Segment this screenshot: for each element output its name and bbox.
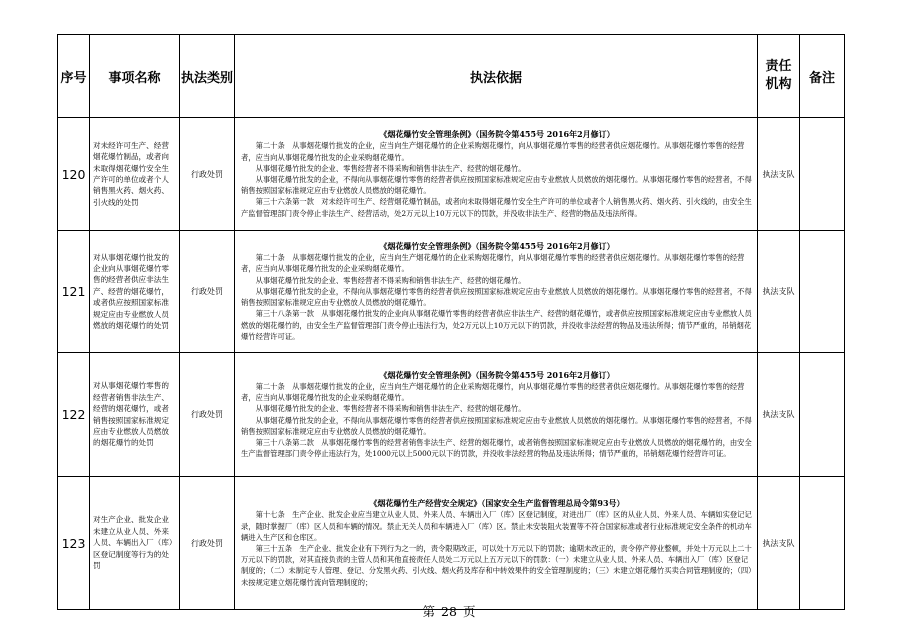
item-name: 对生产企业、批发企业未建立从业人员、外来人员、车辆出入厂（库）区登记制度等行为的处罚 (90, 477, 180, 610)
responsible-unit: 执法支队 (758, 231, 800, 353)
legal-basis (235, 477, 758, 610)
footer-prefix: 第 (422, 604, 436, 619)
row-number: 121 (58, 231, 90, 353)
legal-article-text: 从事烟花爆竹批发的企业，不得向从事烟花爆竹零售的经营者供应按照国家标准规定应由专业燃放人员燃放的烟花爆竹。从事烟花爆竹零售的经营者，不得销售按照国家标准规定应由专业燃放人员燃放的烟花爆竹。 (241, 175, 752, 196)
header-category: 执法类别 (180, 35, 235, 118)
legal-article-text: 从事烟花爆竹批发的企业、零售经营者不得采购和销售非法生产、经营的烟花爆竹。 (255, 163, 526, 173)
enforcement-category: 行政处罚 (180, 118, 235, 231)
item-name: 对从事烟花爆竹零售的经营者销售非法生产、经营的烟花爆竹，或者销售按照国家标准规定应由专业燃放人员燃放的烟花爆竹的处罚 (90, 353, 180, 477)
remark (800, 118, 845, 231)
responsible-unit: 执法支队 (758, 118, 800, 231)
legal-article-text: 第十七条 生产企业、批发企业应当建立从业人员、外来人员、车辆出入厂（库）区登记制度，对进出厂（库）区的从业人员、外来人员、车辆如实登记记录，随时掌握厂（库）区人员和车辆的情况。禁止无关人员和车辆进入厂（库）区。禁止未安装阻火装置等不符合国家标准或者行业标准规定安全条件的机动车辆进入生产区和仓库区。 (241, 510, 752, 542)
legal-article-text: 第三十八条第一款 从事烟花爆竹批发的企业向从事烟花爆竹零售的经营者供应非法生产、经营的烟花爆竹，或者供应按照国家标准规定应由专业燃放人员燃放的烟花爆竹的，由安全生产监督管理部门责令停止违法行为，处2万元以上10万元以下的罚款，并没收非法经营的物品及违法所得；情节严重的，吊销烟花爆竹经营许可证。 (241, 309, 752, 341)
legal-article-text: 从事烟花爆竹批发的企业，不得向从事烟花爆竹零售的经营者供应按照国家标准规定应由专业燃放人员燃放的烟花爆竹。从事烟花爆竹零售的经营者，不得销售按照国家标准规定应由专业燃放人员燃放的烟花爆竹。 (241, 415, 752, 436)
row-number: 120 (58, 118, 90, 231)
table-row (58, 353, 845, 477)
law-title: 《烟花爆竹安全管理条例》（国务院令第455号 2016年2月修订） (379, 129, 615, 140)
table-row (58, 231, 845, 353)
item-name: 对从事烟花爆竹批发的企业向从事烟花爆竹零售的经营者供应非法生产、经营的烟花爆竹，或者供应按照国家标准规定应由专业燃放人员燃放的烟花爆竹的处罚 (90, 231, 180, 353)
legal-article-text: 从事烟花爆竹批发的企业、零售经营者不得采购和销售非法生产、经营的烟花爆竹。 (255, 275, 526, 285)
legal-basis (235, 353, 758, 477)
page-footer (0, 602, 898, 620)
item-name: 对未经许可生产、经营烟花爆竹制品，或者向未取得烟花爆竹安全生产许可的单位或者个人销售黑火药、烟火药、引火线的处罚 (90, 118, 180, 231)
legal-article-text: 第三十五条 生产企业、批发企业有下列行为之一的，责令限期改正，可以处十万元以下的罚款；逾期未改正的，责令停产停业整顿，并处十万元以上二十万元以下的罚款，对其直接负责的主管人员和其他直接责任人员处二万元以上五万元以下的罚款：（一）未建立从业人员、外来人员、车辆出入厂（库）区登记制度的；（二）未制定专人管理、登记、分发黑火药、引火线、烟火药及库存和中转效果件的安全管理制度的；（三）未建立烟花爆竹买卖合同管理制度的；（四）未按规定建立烟花爆竹流向管理制度的； (241, 544, 752, 587)
legal-article-text: 第三十六条第一款 对未经许可生产、经营烟花爆竹制品，或者向未取得烟花爆竹安全生产许可的单位或者个人销售黑火药、烟火药、引火线的，由安全生产监督管理部门责令停止非法生产、经营活动，处2万元以上10万元以下的罚款，并没收非法生产、经营的物品及违法所得。 (241, 197, 752, 218)
table-header-row (58, 35, 845, 118)
legal-basis (235, 231, 758, 353)
page-number: 28 (441, 604, 457, 619)
table-row (58, 118, 845, 231)
enforcement-category: 行政处罚 (180, 477, 235, 610)
law-title: 《烟花爆竹安全管理条例》（国务院令第455号 2016年2月修订） (379, 241, 615, 252)
remark (800, 231, 845, 353)
legal-basis (235, 118, 758, 231)
table-body (58, 118, 845, 610)
enforcement-category: 行政处罚 (180, 353, 235, 477)
responsible-unit: 执法支队 (758, 477, 800, 610)
legal-article-text: 第三十八条第二款 从事烟花爆竹零售的经营者销售非法生产、经营的烟花爆竹，或者销售按照国家标准规定应由专业燃放人员燃放的烟花爆竹的，由安全生产监督管理部门责令停止违法行为，处1000元以上5000元以下的罚款，并没收非法经营的物品及违法所得；情节严重的，吊销烟花爆竹经营许可证。 (241, 437, 752, 459)
header-basis: 执法依据 (235, 35, 758, 118)
law-title: 《烟花爆竹安全管理条例》（国务院令第455号 2016年2月修订） (379, 369, 615, 380)
legal-article-text: 第二十条 从事烟花爆竹批发的企业，应当向生产烟花爆竹的企业采购烟花爆竹，向从事烟花爆竹零售的经营者供应烟花爆竹。从事烟花爆竹零售的经营者，应当向从事烟花爆竹批发的企业采购烟花爆竹。 (241, 141, 745, 162)
header-unit-line1: 责任 (765, 59, 792, 74)
enforcement-table (57, 34, 845, 610)
header-unit-line2: 机构 (765, 77, 792, 92)
footer-suffix: 页 (462, 604, 476, 619)
legal-article-text: 第二十条 从事烟花爆竹批发的企业，应当向生产烟花爆竹的企业采购烟花爆竹，向从事烟花爆竹零售的经营者供应烟花爆竹。从事烟花爆竹零售的经营者，应当向从事烟花爆竹批发的企业采购烟花爆竹。 (241, 253, 745, 274)
law-title: 《烟花爆竹生产经营安全规定》（国家安全生产监督管理总局令第93号） (369, 498, 625, 509)
table-row (58, 477, 845, 610)
enforcement-category: 行政处罚 (180, 231, 235, 353)
remark (800, 477, 845, 610)
legal-article-text: 从事烟花爆竹批发的企业，不得向从事烟花爆竹零售的经营者供应按照国家标准规定应由专业燃放人员燃放的烟花爆竹。从事烟花爆竹零售的经营者，不得销售按照国家标准规定应由专业燃放人员燃放的烟花爆竹。 (241, 286, 752, 308)
legal-article-text: 从事烟花爆竹批发的企业、零售经营者不得采购和销售非法生产、经营的烟花爆竹。 (255, 404, 526, 414)
header-no: 序号 (58, 35, 90, 118)
legal-article-text: 第二十条 从事烟花爆竹批发的企业，应当向生产烟花爆竹的企业采购烟花爆竹，向从事烟花爆竹零售的经营者供应烟花爆竹。从事烟花爆竹零售的经营者，应当向从事烟花爆竹批发的企业采购烟花爆竹。 (241, 381, 745, 403)
responsible-unit: 执法支队 (758, 353, 800, 477)
header-note: 备注 (800, 35, 845, 118)
header-unit (758, 35, 800, 118)
row-number: 123 (58, 477, 90, 610)
row-number: 122 (58, 353, 90, 477)
header-item: 事项名称 (90, 35, 180, 118)
remark (800, 353, 845, 477)
